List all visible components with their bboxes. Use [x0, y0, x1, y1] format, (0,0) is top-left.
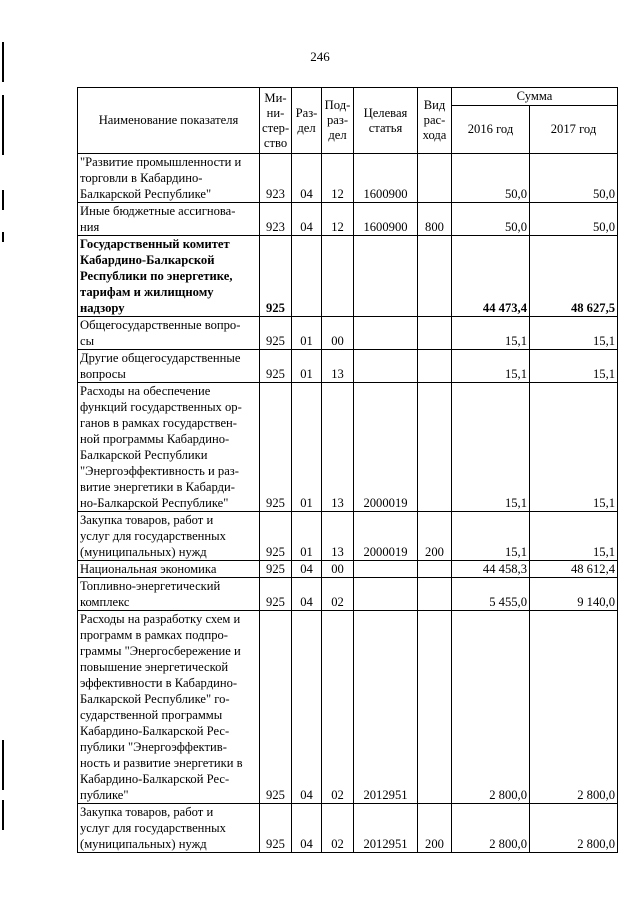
row-sum-2017: 2 800,0 — [530, 611, 618, 804]
table-body — [78, 154, 618, 853]
row-target: 1600900 — [354, 203, 418, 236]
row-type — [418, 154, 452, 203]
row-section: 04 — [292, 611, 322, 804]
row-subsection — [322, 236, 354, 317]
budget-table — [77, 87, 618, 853]
row-sum-2016: 50,0 — [452, 154, 530, 203]
row-sum-2016: 50,0 — [452, 203, 530, 236]
row-type — [418, 561, 452, 578]
header-ministry: Ми- ни- стер- ство — [260, 88, 292, 154]
row-sum-2016: 15,1 — [452, 317, 530, 350]
row-subsection: 00 — [322, 561, 354, 578]
header-type: Вид рас- хода — [418, 88, 452, 154]
table-row — [78, 611, 618, 804]
row-type — [418, 236, 452, 317]
row-type: 200 — [418, 512, 452, 561]
row-sum-2017: 50,0 — [530, 154, 618, 203]
row-target — [354, 561, 418, 578]
row-subsection: 13 — [322, 383, 354, 512]
row-section: 01 — [292, 383, 322, 512]
row-ministry: 925 — [260, 383, 292, 512]
row-type — [418, 317, 452, 350]
row-ministry: 925 — [260, 561, 292, 578]
table-row — [78, 350, 618, 383]
row-name: Другие общегосударственные вопросы — [78, 350, 260, 383]
row-type: 200 — [418, 804, 452, 853]
row-sum-2017: 50,0 — [530, 203, 618, 236]
row-sum-2016: 15,1 — [452, 512, 530, 561]
table-row — [78, 804, 618, 853]
table-row — [78, 236, 618, 317]
row-target — [354, 236, 418, 317]
row-subsection: 12 — [322, 154, 354, 203]
row-ministry: 925 — [260, 804, 292, 853]
row-name: "Развитие промышленности и торговли в Кабардино- Балкарской Республике" — [78, 154, 260, 203]
row-ministry: 925 — [260, 578, 292, 611]
row-sum-2016: 44 458,3 — [452, 561, 530, 578]
row-name: Иные бюджетные ассигнова- ния — [78, 203, 260, 236]
row-name: Расходы на разработку схем и программ в рамках подпро- граммы "Энергосбережение и повышение энергетической эффективности в Кабардино- Балкарской Республике" го- сударственной программы Кабардино-Балкарской Рес- публики "Энергоэффектив- ность и развитие энергетики в Кабардино-Балкарской Рес- публике" — [78, 611, 260, 804]
header-subsection: Под- раз- дел — [322, 88, 354, 154]
row-sum-2017: 2 800,0 — [530, 804, 618, 853]
row-sum-2017: 15,1 — [530, 383, 618, 512]
row-name: Расходы на обеспечение функций государственных ор- ганов в рамках государствен- ной программы Кабардино- Балкарской Республики "Энергоэффективность и раз- витие энергетики в Кабарди- но-Балкарской Республике" — [78, 383, 260, 512]
page-number: 246 — [310, 49, 330, 64]
row-section — [292, 236, 322, 317]
row-name: Общегосударственные вопро- сы — [78, 317, 260, 350]
header-sum: Сумма — [452, 88, 618, 106]
row-target: 1600900 — [354, 154, 418, 203]
row-target: 2000019 — [354, 383, 418, 512]
row-ministry: 925 — [260, 611, 292, 804]
row-name: Закупка товаров, работ и услуг для государственных (муниципальных) нужд — [78, 512, 260, 561]
row-section: 04 — [292, 154, 322, 203]
row-sum-2016: 2 800,0 — [452, 804, 530, 853]
header-target: Целевая статья — [354, 88, 418, 154]
scan-edge-marks — [2, 0, 6, 905]
row-ministry: 925 — [260, 317, 292, 350]
header-year-2016: 2016 год — [452, 106, 530, 154]
table-row — [78, 383, 618, 512]
header-name: Наименование показателя — [78, 88, 260, 154]
row-target: 2012951 — [354, 611, 418, 804]
row-name: Закупка товаров, работ и услуг для государственных (муниципальных) нужд — [78, 804, 260, 853]
row-target: 2012951 — [354, 804, 418, 853]
row-sum-2016: 2 800,0 — [452, 611, 530, 804]
row-target — [354, 578, 418, 611]
row-target: 2000019 — [354, 512, 418, 561]
row-sum-2016: 15,1 — [452, 383, 530, 512]
row-sum-2016: 44 473,4 — [452, 236, 530, 317]
row-sum-2017: 9 140,0 — [530, 578, 618, 611]
row-ministry: 923 — [260, 203, 292, 236]
header-year-2017: 2017 год — [530, 106, 618, 154]
row-target — [354, 317, 418, 350]
row-sum-2017: 15,1 — [530, 512, 618, 561]
row-section: 01 — [292, 317, 322, 350]
row-section: 01 — [292, 350, 322, 383]
row-type — [418, 383, 452, 512]
header-section: Раз- дел — [292, 88, 322, 154]
row-sum-2016: 5 455,0 — [452, 578, 530, 611]
row-subsection: 00 — [322, 317, 354, 350]
row-section: 04 — [292, 578, 322, 611]
row-sum-2017: 15,1 — [530, 317, 618, 350]
row-section: 01 — [292, 512, 322, 561]
row-sum-2017: 48 627,5 — [530, 236, 618, 317]
row-subsection: 02 — [322, 804, 354, 853]
row-ministry: 925 — [260, 350, 292, 383]
row-type — [418, 611, 452, 804]
row-ministry: 925 — [260, 512, 292, 561]
row-section: 04 — [292, 804, 322, 853]
row-type — [418, 350, 452, 383]
table-row — [78, 561, 618, 578]
table-row — [78, 317, 618, 350]
table-row — [78, 203, 618, 236]
row-type — [418, 578, 452, 611]
row-sum-2017: 48 612,4 — [530, 561, 618, 578]
row-target — [354, 350, 418, 383]
row-subsection: 02 — [322, 611, 354, 804]
row-sum-2017: 15,1 — [530, 350, 618, 383]
row-type: 800 — [418, 203, 452, 236]
row-subsection: 02 — [322, 578, 354, 611]
row-ministry: 923 — [260, 154, 292, 203]
row-section: 04 — [292, 203, 322, 236]
row-subsection: 13 — [322, 350, 354, 383]
row-section: 04 — [292, 561, 322, 578]
row-subsection: 12 — [322, 203, 354, 236]
table-row — [78, 154, 618, 203]
row-subsection: 13 — [322, 512, 354, 561]
table-row — [78, 578, 618, 611]
row-name: Национальная экономика — [78, 561, 260, 578]
row-name: Государственный комитет Кабардино-Балкарской Республики по энергетике, тарифам и жилищному надзору — [78, 236, 260, 317]
row-sum-2016: 15,1 — [452, 350, 530, 383]
table-row — [78, 512, 618, 561]
row-name: Топливно-энергетический комплекс — [78, 578, 260, 611]
row-ministry: 925 — [260, 236, 292, 317]
